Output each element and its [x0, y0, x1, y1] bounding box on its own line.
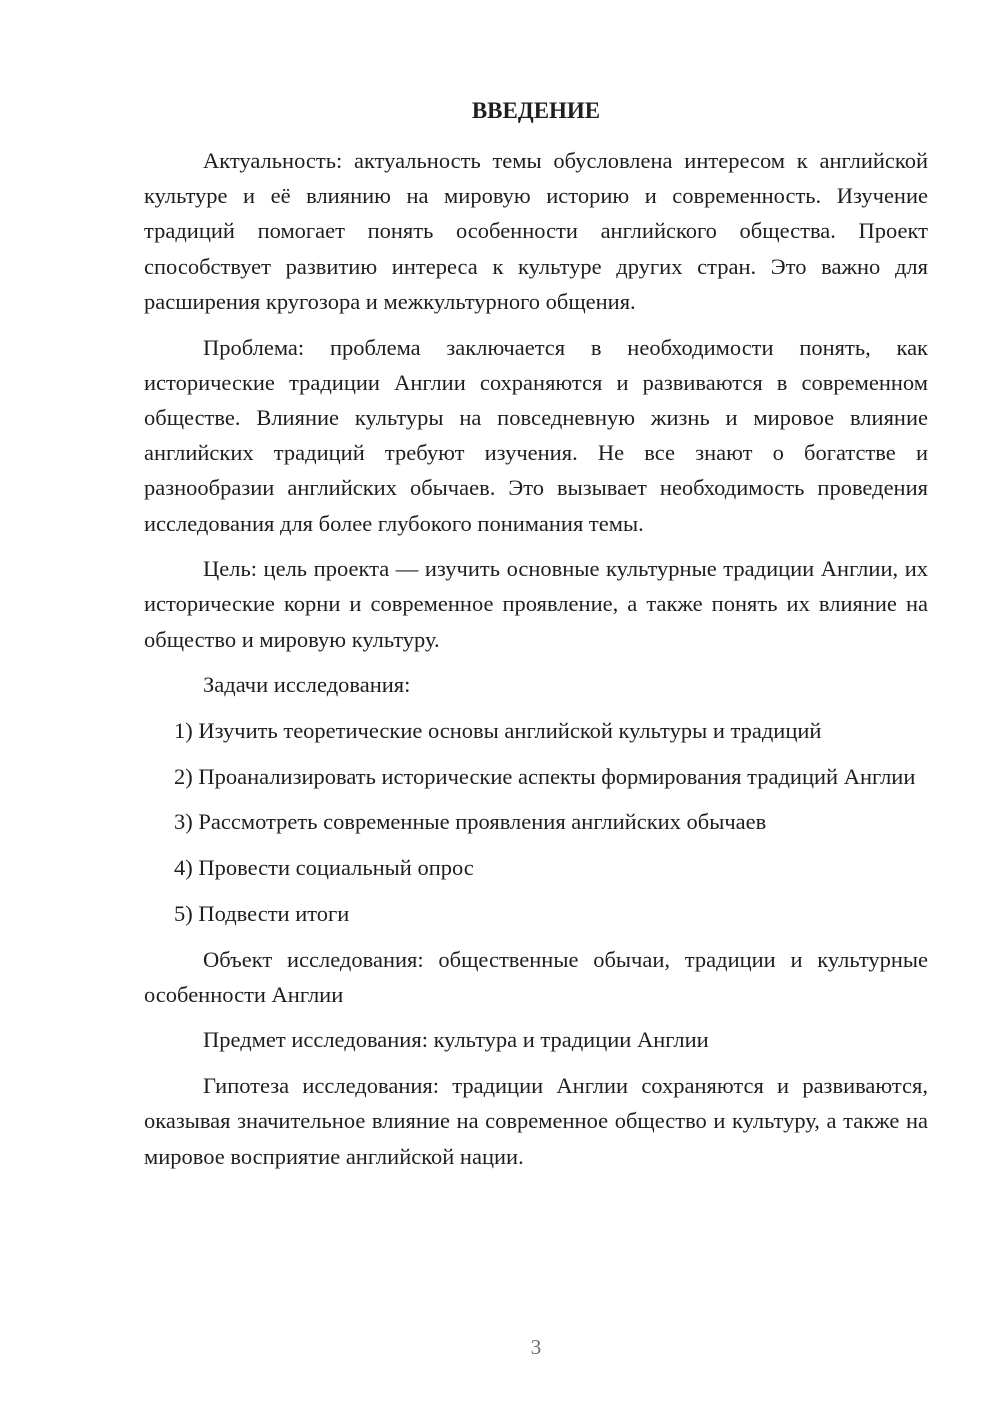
- problem-paragraph: Проблема: проблема заключается в необходимости понять, как исторические традиции Англии сохраняются и развиваются в современном обществе. Влияние культуры на повседневную жизнь и мировое влияние английских традиций требуют изучения. Не все знают о богатстве и разнообразии английских обычаев. Это вызывает необходимость проведения исследования для более глубокого понимания темы.: [144, 334, 928, 536]
- task-item: 1) Изучить теоретические основы английской культуры и традиций: [174, 718, 822, 744]
- goal-paragraph: Цель: цель проекта — изучить основные культурные традиции Англии, их исторические корни и современное проявление, а также понять их влияние на общество и мировую культуру.: [144, 556, 928, 652]
- page-title: ВВЕДЕНИЕ: [471, 98, 601, 123]
- page-number: 3: [530, 1335, 542, 1359]
- relevance-paragraph: Актуальность: актуальность темы обусловлена интересом к английской культуре и её влиянию на мировую историю и современность. Изучение традиций помогает понять особенности английского общества. Проект способствует развитию интереса к культуре других стран. Это важно для расширения кругозора и межкультурного общения.: [144, 148, 928, 314]
- task-item: 2) Проанализировать исторические аспекты формирования традиций Англии: [174, 763, 916, 789]
- task-item: 3) Рассмотреть современные проявления английских обычаев: [174, 809, 767, 835]
- tasks-heading: Задачи исследования:: [203, 672, 411, 698]
- hypothesis-paragraph: Гипотеза исследования: традиции Англии сохраняются и развиваются, оказывая значительное влияние на современное общество и культуру, а также на мировое восприятие английской нации.: [144, 1073, 928, 1169]
- subject-paragraph: Предмет исследования: культура и традиции Англии: [203, 1027, 709, 1053]
- document-body: [144, 143, 928, 1184]
- task-item: 5) Подвести итоги: [174, 900, 350, 926]
- object-paragraph: Объект исследования: общественные обычаи, традиции и культурные особенности Англии: [144, 946, 928, 1007]
- task-item: 4) Провести социальный опрос: [174, 855, 474, 881]
